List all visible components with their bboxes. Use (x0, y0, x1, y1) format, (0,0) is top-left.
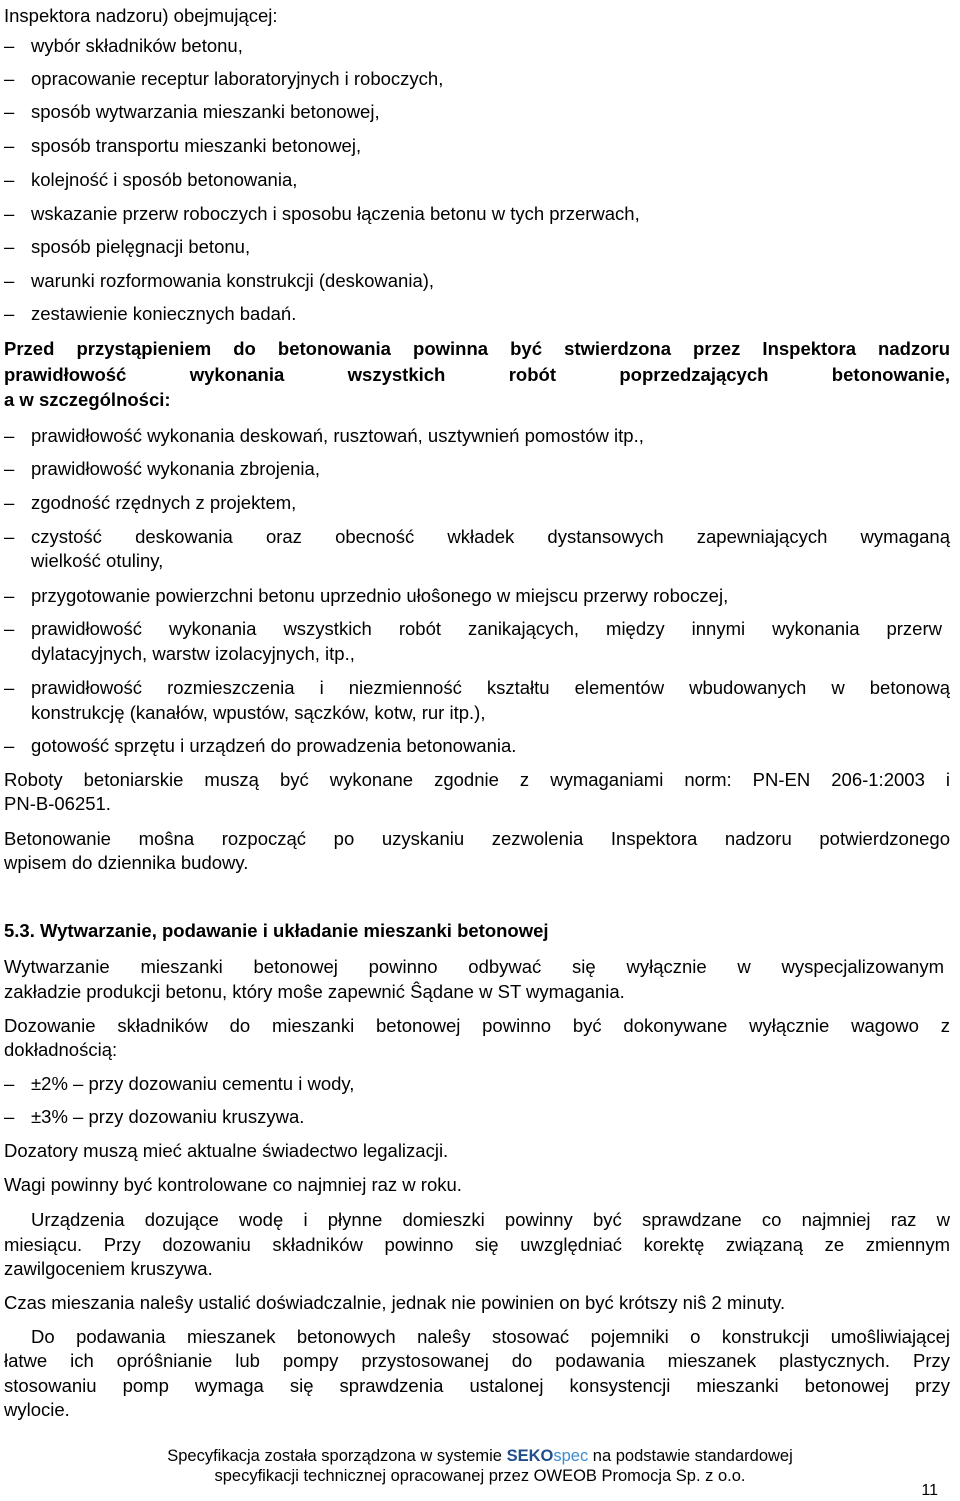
list-dash: – (4, 526, 15, 547)
logo-part: SEKO (506, 1447, 554, 1465)
paragraph-line: Dozowanie składników do mieszanki betonowej powinno być dokonywane wyłącznie wagowo z (4, 1015, 950, 1036)
paragraph-line: zakładzie produkcji betonu, który moŝe zapewnić Ŝądane w ST wymagania. (4, 981, 625, 1002)
footer-line: specyfikacji technicznej opracowanej przez OWEOB Promocja Sp. z o.o. (214, 1467, 746, 1485)
list-dash: – (4, 585, 15, 606)
paragraph-line: Czas mieszania naleŝy ustalić doświadczalnie, jednak nie powinien on być krótszy niŝ 2 minuty. (4, 1292, 786, 1313)
footer-text: na podstawie standardowej (592, 1447, 793, 1465)
page-number: 11 (921, 1482, 938, 1499)
list-dash: – (4, 236, 15, 257)
list-dash: – (4, 1073, 15, 1094)
list-dash: – (4, 458, 15, 479)
list-item: prawidłowość wykonania deskowań, rusztowań, usztywnień pomostów itp., (31, 425, 644, 446)
list-item: opracowanie receptur laboratoryjnych i roboczych, (31, 68, 444, 89)
paragraph-line: wpisem do dziennika budowy. (4, 852, 249, 873)
list-dash: – (4, 270, 15, 291)
paragraph-line: miesiącu. Przy dozowaniu składników powinno się uwzględniać korektę związaną ze zmiennym (4, 1234, 950, 1255)
paragraph-line: wylocie. (4, 1399, 70, 1420)
section-heading: 5.3. Wytwarzanie, podawanie i układanie mieszanki betonowej (4, 920, 549, 941)
bold-paragraph-line: prawidłowość wykonania wszystkich robót poprzedzających betonowanie, (4, 364, 950, 385)
list-dash: – (4, 1106, 15, 1127)
paragraph-line: zawilgoceniem kruszywa. (4, 1258, 213, 1279)
list-item: ±2% – przy dozowaniu cementu i wody, (31, 1073, 355, 1094)
paragraph-line: łatwe ich opróŝnianie lub pompy przystosowanej do podawania mieszanek plastycznych. Przy (4, 1350, 950, 1371)
list-dash: – (4, 169, 15, 190)
list-item: zgodność rzędnych z projektem, (31, 492, 297, 513)
list-dash: – (4, 735, 15, 756)
list-dash: – (4, 203, 15, 224)
bold-paragraph-line: Przed przystąpieniem do betonowania powinna być stwierdzona przez Inspektora nadzoru (4, 338, 950, 359)
list-dash: – (4, 101, 15, 122)
list-item: czystość deskowania oraz obecność wkładek dystansowych zapewniających wymaganą (31, 526, 950, 547)
paragraph-line: Wytwarzanie mieszanki betonowej powinno odbywać się wyłącznie w wyspecjalizowanym (4, 956, 944, 977)
list-item: gotowość sprzętu i urządzeń do prowadzenia betonowania. (31, 735, 517, 756)
list-dash: – (4, 68, 15, 89)
list-item: wskazanie przerw roboczych i sposobu łączenia betonu w tych przerwach, (31, 203, 640, 224)
list-dash: – (4, 35, 15, 56)
list-item-cont: dylatacyjnych, warstw izolacyjnych, itp., (31, 643, 355, 664)
paragraph-line: Betonowanie moŝna rozpocząć po uzyskaniu zezwolenia Inspektora nadzoru potwierdzonego (4, 828, 950, 849)
list-dash: – (4, 135, 15, 156)
footer-line (0, 1446, 960, 1466)
list-item: wybór składników betonu, (31, 35, 243, 56)
paragraph-line: PN-B-06251. (4, 793, 111, 814)
list-dash: – (4, 677, 15, 698)
paragraph-line: Roboty betoniarskie muszą być wykonane zgodnie z wymaganiami norm: PN-EN 206-1:2003 i (4, 769, 950, 790)
list-dash: – (4, 303, 15, 324)
paragraph-line: Wagi powinny być kontrolowane co najmniej raz w roku. (4, 1174, 462, 1195)
list-dash: – (4, 492, 15, 513)
list-item: prawidłowość rozmieszczenia i niezmienność kształtu elementów wbudowanych w betonową (31, 677, 950, 698)
list-item: zestawienie koniecznych badań. (31, 303, 297, 324)
list-item-cont: wielkość otuliny, (31, 550, 164, 571)
paragraph-line: Urządzenia dozujące wodę i płynne domieszki powinny być sprawdzane co najmniej raz w (31, 1209, 950, 1230)
list-item: sposób pielęgnacji betonu, (31, 236, 251, 257)
list-item: sposób wytwarzania mieszanki betonowej, (31, 101, 380, 122)
list-item: przygotowanie powierzchni betonu uprzednio ułoŝonego w miejscu przerwy roboczej, (31, 585, 729, 606)
list-item: kolejność i sposób betonowania, (31, 169, 298, 190)
logo-part: spec (553, 1447, 589, 1465)
list-item: ±3% – przy dozowaniu kruszywa. (31, 1106, 305, 1127)
list-item: prawidłowość wykonania wszystkich robót zanikających, między innymi wykonania przerw (31, 618, 942, 639)
list-dash: – (4, 618, 15, 639)
footer-text: Specyfikacja została sporządzona w systemie (167, 1447, 502, 1465)
list-item: sposób transportu mieszanki betonowej, (31, 135, 362, 156)
list-item: warunki rozformowania konstrukcji (deskowania), (31, 270, 435, 291)
paragraph-line: dokładnością: (4, 1039, 118, 1060)
sekospec-logo (507, 1447, 589, 1465)
paragraph-line: stosowaniu pomp wymaga się sprawdzenia ustalonej konsystencji mieszanki betonowej przy (4, 1375, 950, 1396)
paragraph-line: Do podawania mieszanek betonowych naleŝy stosować pojemniki o konstrukcji umoŝliwiającej (31, 1326, 950, 1347)
intro-line: Inspektora nadzoru) obejmującej: (4, 5, 278, 26)
list-item: prawidłowość wykonania zbrojenia, (31, 458, 320, 479)
list-dash: – (4, 425, 15, 446)
list-item-cont: konstrukcję (kanałów, wpustów, sączków, kotw, rur itp.), (31, 702, 486, 723)
paragraph-line: Dozatory muszą mieć aktualne świadectwo legalizacji. (4, 1140, 449, 1161)
bold-paragraph-line: a w szczególności: (4, 389, 171, 410)
